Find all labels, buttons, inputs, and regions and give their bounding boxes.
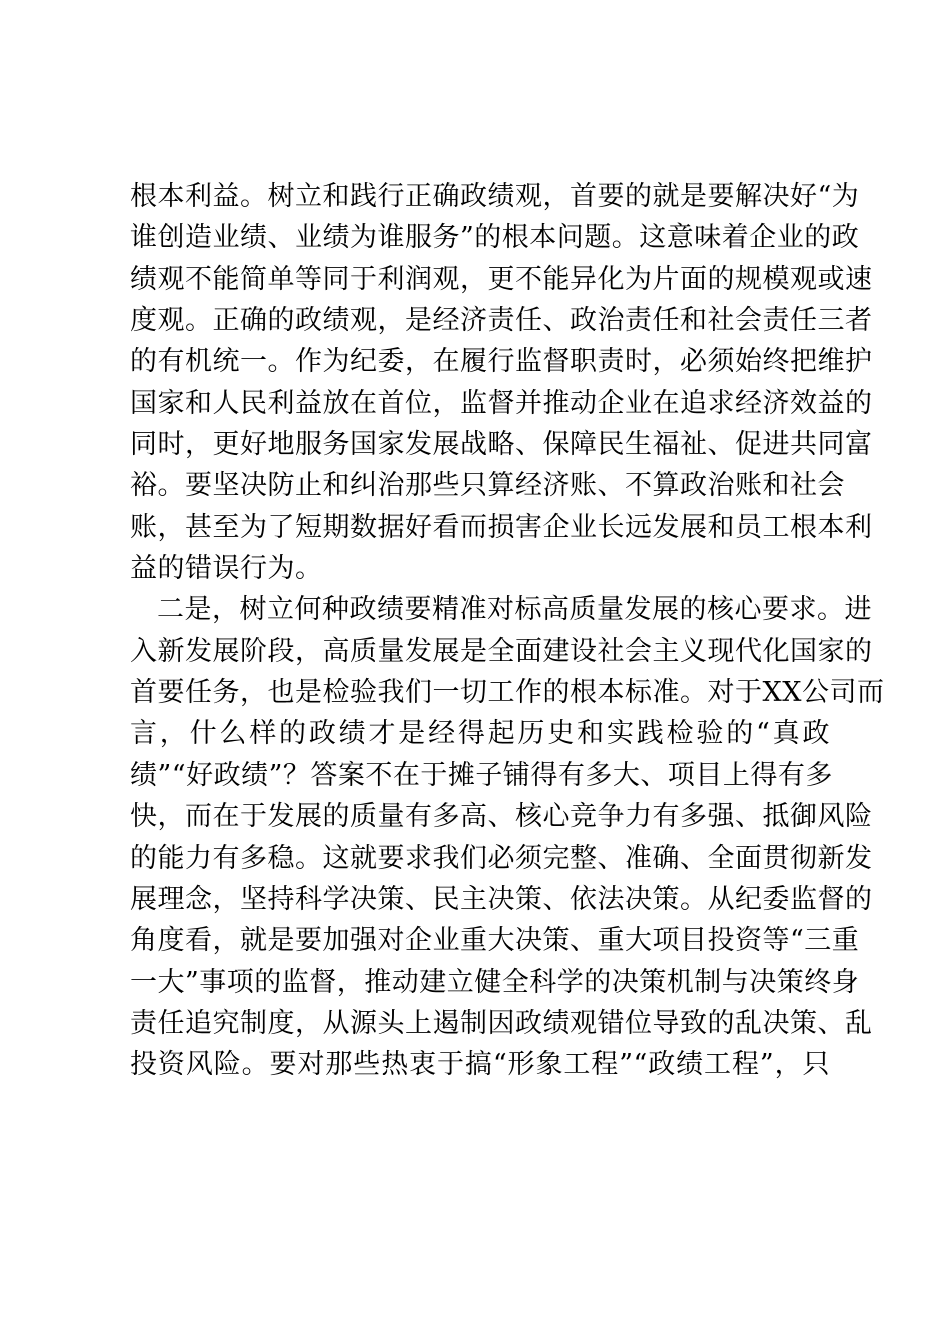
text-line: 二是，树立何种政绩要精准对标高质量发展的核心要求。进 bbox=[157, 594, 872, 626]
text-line: 快，而在于发展的质量有多高、核心竞争力有多强、抵御风险 bbox=[130, 801, 873, 833]
text-line: 同时，更好地服务国家发展战略、保障民生福祉、促进共同富 bbox=[130, 429, 873, 461]
text-line: 根本利益。树立和践行正确政绩观，首要的就是要解决好“为 bbox=[130, 181, 860, 212]
text-line: 责任追究制度，从源头上遏制因政绩观错位导致的乱决策、乱 bbox=[130, 1007, 873, 1039]
text-line: 度观。正确的政绩观，是经济责任、政治责任和社会责任三者 bbox=[130, 305, 873, 337]
body-text bbox=[130, 176, 885, 1086]
text-line: 角度看，就是要加强对企业重大决策、重大项目投资等“三重 bbox=[130, 925, 860, 957]
text-line: 展理念，坚持科学决策、民主决策、依法决策。从纪委监督的 bbox=[130, 883, 873, 915]
text-line: 言，什么样的政绩才是经得起历史和实践检验的“真政 bbox=[130, 718, 830, 750]
text-line: 的能力有多稳。这就要求我们必须完整、准确、全面贯彻新发 bbox=[130, 842, 873, 874]
text-line: 绩”“好政绩”？答案不在于摊子铺得有多大、项目上得有多 bbox=[130, 759, 833, 791]
text-line: 国家和人民利益放在首位，监督并推动企业在追求经济效益的 bbox=[130, 387, 873, 419]
text-line: 的有机统一。作为纪委，在履行监督职责时，必须始终把维护 bbox=[130, 346, 873, 378]
text-line: 一大”事项的监督，推动建立健全科学的决策机制与决策终身 bbox=[130, 966, 860, 998]
text-line: 首要任务，也是检验我们一切工作的根本标准。对于XX公司而 bbox=[130, 677, 885, 709]
text-line: 投资风险。要对那些热衷于搞“形象工程”“政绩工程”，只 bbox=[130, 1049, 830, 1081]
text-line: 谁创造业绩、业绩为谁服务”的根本问题。这意味着企业的政 bbox=[130, 222, 860, 254]
text-line: 益的错误行为。 bbox=[130, 553, 323, 585]
text-line: 绩观不能简单等同于利润观，更不能异化为片面的规模观或速 bbox=[130, 263, 873, 295]
text-line: 裕。要坚决防止和纠治那些只算经济账、不算政治账和社会 bbox=[130, 470, 845, 502]
text-line: 入新发展阶段，高质量发展是全面建设社会主义现代化国家的 bbox=[130, 635, 873, 667]
text-line: 账，甚至为了短期数据好看而损害企业长远发展和员工根本利 bbox=[130, 511, 873, 543]
